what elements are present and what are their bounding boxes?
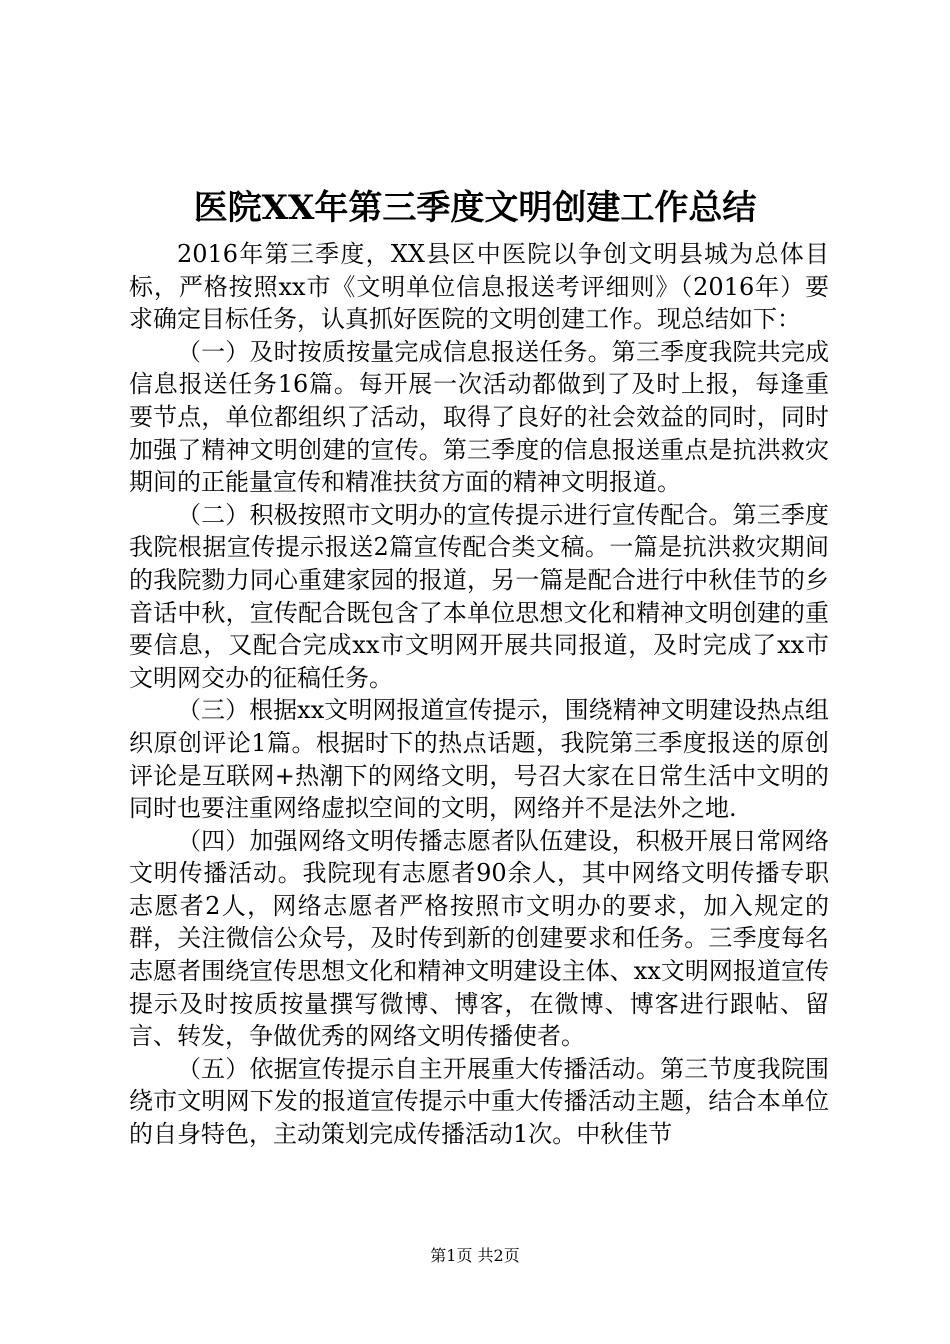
paragraph-section-2: （二）积极按照市文明办的宣传提示进行宣传配合。第三季度我院根据宣传提示报送2篇宣传配合类文稿。一篇是抗洪救灾期间的我院勠力同心重建家园的报道，另一篇是配合进行中秋佳节的乡音话中秋，宣传配合既包含了本单位思想文化和精神文明创建的重要信息，又配合完成xx市文明网开展共同报道，及时完成了xx市文明网交办的征稿任务。 <box>129 500 829 692</box>
document-body <box>129 238 829 1151</box>
paragraph-section-1: （一）及时按质按量完成信息报送任务。第三季度我院共完成信息报送任务16篇。每开展一次活动都做到了及时上报，每逢重要节点，单位都组织了活动，取得了良好的社会效益的同时，同时加强了精神文明创建的宣传。第三季度的信息报送重点是抗洪救灾期间的正能量宣传和精准扶贫方面的精神文明报道。 <box>129 337 829 497</box>
document-title: 医院XX年第三季度文明创建工作总结 <box>193 188 757 228</box>
paragraph-section-5: （五）依据宣传提示自主开展重大传播活动。第三节度我院围绕市文明网下发的报道宣传提示中重大传播活动主题，结合本单位的自身特色，主动策划完成传播活动1次。中秋佳节 <box>129 1054 829 1149</box>
paragraph-section-3: （三）根据xx文明网报道宣传提示，围绕精神文明建设热点组织原创评论1篇。根据时下的热点话题，我院第三季度报送的原创评论是互联网+热潮下的网络文明，号召大家在日常生活中文明的同时也要注重网络虚拟空间的文明，网络并不是法外之地. <box>129 696 829 823</box>
page-number-footer: 第1页 共2页 <box>430 1246 520 1265</box>
paragraph-section-4: （四）加强网络文明传播志愿者队伍建设，积极开展日常网络文明传播活动。我院现有志愿者90余人，其中网络文明传播专职志愿者2人，网络志愿者严格按照市文明办的要求，加入规定的群，关注微信公众号，及时传到新的创建要求和任务。三季度每名志愿者围绕宣传思想文化和精神文明建设主体、xx文明网报道宣传提示及时按质按量撰写微博、博客，在微博、博客进行跟帖、留言、转发，争做优秀的网络文明传播使者。 <box>129 826 829 1051</box>
paragraph-intro: 2016年第三季度，XX县区中医院以争创文明县城为总体目标，严格按照xx市《文明单位信息报送考评细则》（2016年）要求确定目标任务，认真抓好医院的文明创建工作。现总结如下： <box>129 240 829 334</box>
